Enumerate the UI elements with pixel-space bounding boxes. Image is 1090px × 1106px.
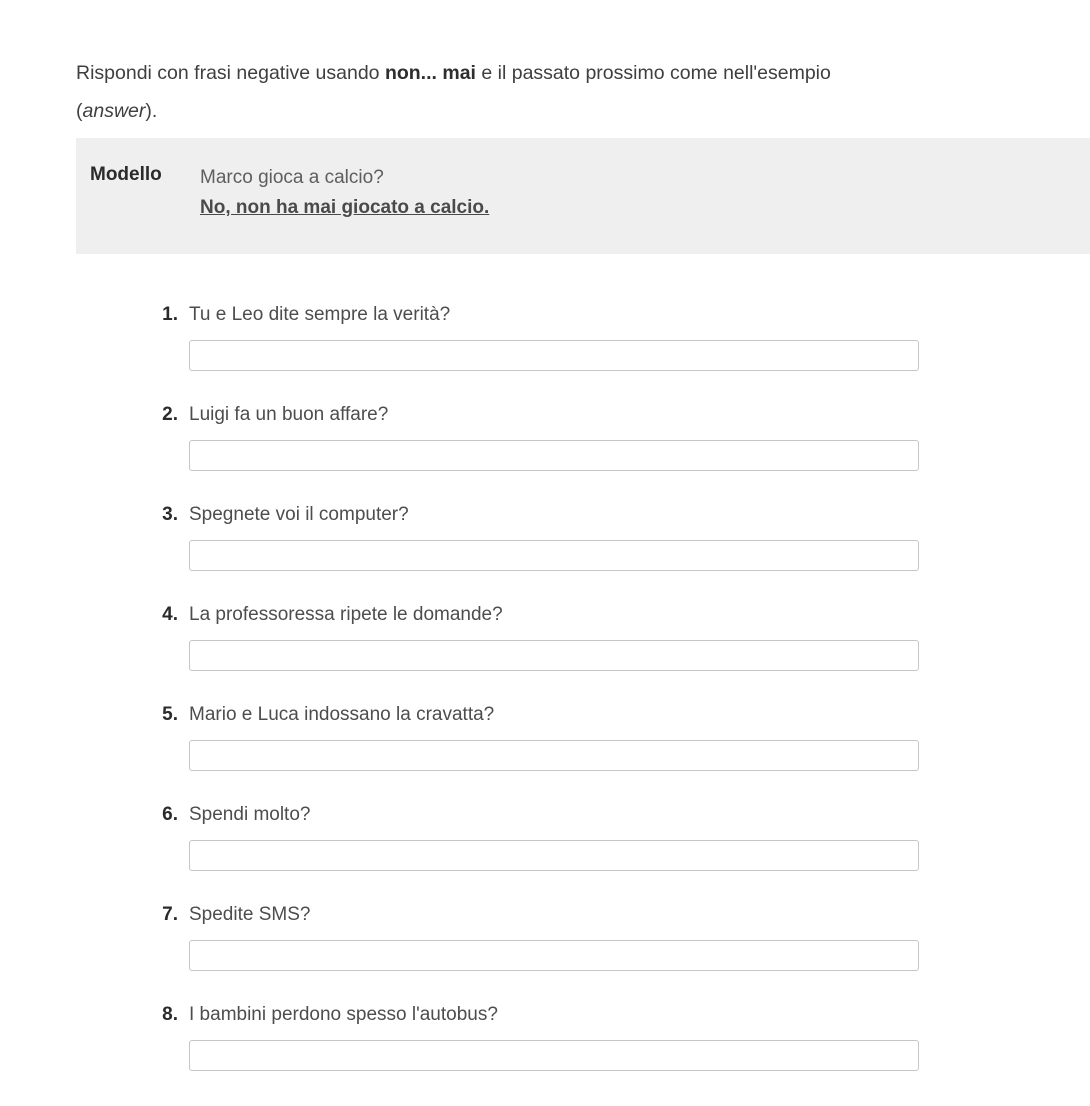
instructions-italic-word: answer [82,99,146,122]
exercise-question: Luigi fa un buon affare? [189,404,389,425]
answer-input-6[interactable] [189,840,919,871]
exercise-item [150,296,1090,396]
exercise-item [150,396,1090,496]
answer-input-5[interactable] [189,740,919,771]
answer-input-3[interactable] [189,540,919,571]
exercise-item [150,696,1090,796]
model-answer: No, non ha mai giocato a calcio. [200,197,490,218]
exercise-question: Spendi molto? [189,804,311,825]
instructions-line1-pre: Rispondi con frasi negative usando [76,61,385,84]
answer-input-1[interactable] [189,340,919,371]
exercise-list [150,296,1090,1096]
exercise-number: 1. [162,304,178,325]
exercise-item [150,596,1090,696]
model-example-box [76,138,1090,254]
exercise-question: Mario e Luca indossano la cravatta? [189,704,495,725]
exercise-question: Spegnete voi il computer? [189,504,409,525]
instructions-line2-post: ). [145,99,158,122]
answer-input-2[interactable] [189,440,919,471]
exercise-number: 5. [162,704,178,725]
exercise-question: Spedite SMS? [189,904,311,925]
instructions-bold-phrase: non... mai [384,61,476,84]
exercise-question: La professoressa ripete le domande? [189,604,503,625]
exercise-item [150,996,1090,1096]
answer-input-7[interactable] [189,940,919,971]
answer-input-8[interactable] [189,1040,919,1071]
answer-input-4[interactable] [189,640,919,671]
exercise-number: 2. [162,404,178,425]
page-left-margin [0,0,3,1106]
exercise-question: Tu e Leo dite sempre la verità? [189,304,451,325]
exercise-number: 4. [162,604,178,625]
exercise-number: 3. [162,504,178,525]
model-label: Modello [90,164,162,185]
instructions-line2-pre: ( [76,99,83,122]
exercise-question: I bambini perdono spesso l'autobus? [189,1004,498,1025]
exercise-item [150,896,1090,996]
instructions-line2 [76,92,1090,130]
model-content [200,163,489,223]
exercise-item [150,796,1090,896]
model-question: Marco gioca a calcio? [200,167,384,188]
exercise-number: 8. [162,1004,178,1025]
exercise-item [150,496,1090,596]
instructions-paragraph [76,54,1090,130]
exercise-number: 7. [162,904,178,925]
exercise-number: 6. [162,804,178,825]
instructions-line1-post: e il passato prossimo come nell'esempio [475,61,831,84]
